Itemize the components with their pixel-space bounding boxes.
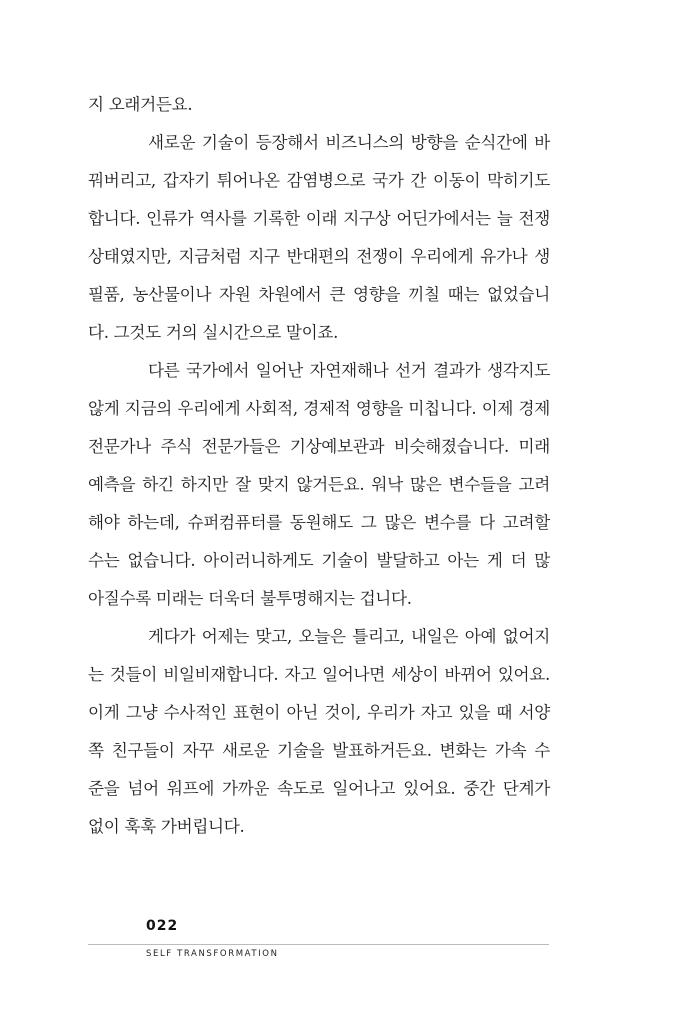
text-line: 준을 넘어 워프에 가까운 속도로 일어나고 있어요. 중간 단계가 (88, 779, 550, 798)
text-line: 예측을 하긴 하지만 잘 맞지 않거든요. 워낙 많은 변수들을 고려 (88, 475, 550, 494)
text-line: 쪽 친구들이 자꾸 새로운 기술을 발표하거든요. 변화는 가속 수 (88, 741, 550, 760)
text-line: 다른 국가에서 일어난 자연재해나 선거 결과가 생각지도 (148, 361, 550, 380)
text-line: 수는 없습니다. 아이러니하게도 기술이 발달하고 아는 게 더 많 (88, 551, 550, 570)
text-line: 합니다. 인류가 역사를 기록한 이래 지구상 어딘가에서는 늘 전쟁 (88, 209, 550, 228)
text-line: 필품, 농산물이나 자원 차원에서 큰 영향을 끼칠 때는 없었습니 (88, 285, 550, 304)
text-line: 꿔버리고, 갑자기 튀어나온 감염병으로 국가 간 이동이 막히기도 (88, 171, 550, 190)
text-line: 전문가나 주식 전문가들은 기상예보관과 비슷해졌습니다. 미래 (88, 437, 550, 456)
text-line: 지 오래거든요. (88, 95, 193, 114)
text-line: 게다가 어제는 맞고, 오늘은 틀리고, 내일은 아예 없어지 (148, 627, 550, 646)
footer-divider (88, 944, 549, 945)
page-number: 022 (146, 918, 179, 934)
text-line: 이게 그냥 수사적인 표현이 아닌 것이, 우리가 자고 있을 때 서양 (88, 703, 550, 722)
text-line: 해야 하는데, 슈퍼컴퓨터를 동원해도 그 많은 변수를 다 고려할 (88, 513, 550, 532)
text-line: 는 것들이 비일비재합니다. 자고 일어나면 세상이 바뀌어 있어요. (88, 665, 550, 684)
running-title: SELF TRANSFORMATION (146, 949, 279, 959)
text-line: 다. 그것도 거의 실시간으로 말이죠. (88, 323, 339, 342)
text-line: 없이 훅훅 가버립니다. (88, 817, 245, 836)
text-line: 상태였지만, 지금처럼 지구 반대편의 전쟁이 우리에게 유가나 생 (88, 247, 550, 266)
text-line: 새로운 기술이 등장해서 비즈니스의 방향을 순식간에 바 (148, 133, 550, 152)
text-line: 않게 지금의 우리에게 사회적, 경제적 영향을 미칩니다. 이제 경제 (88, 399, 550, 418)
body-text (88, 86, 550, 846)
text-line: 아질수록 미래는 더욱더 불투명해지는 겁니다. (88, 589, 412, 608)
